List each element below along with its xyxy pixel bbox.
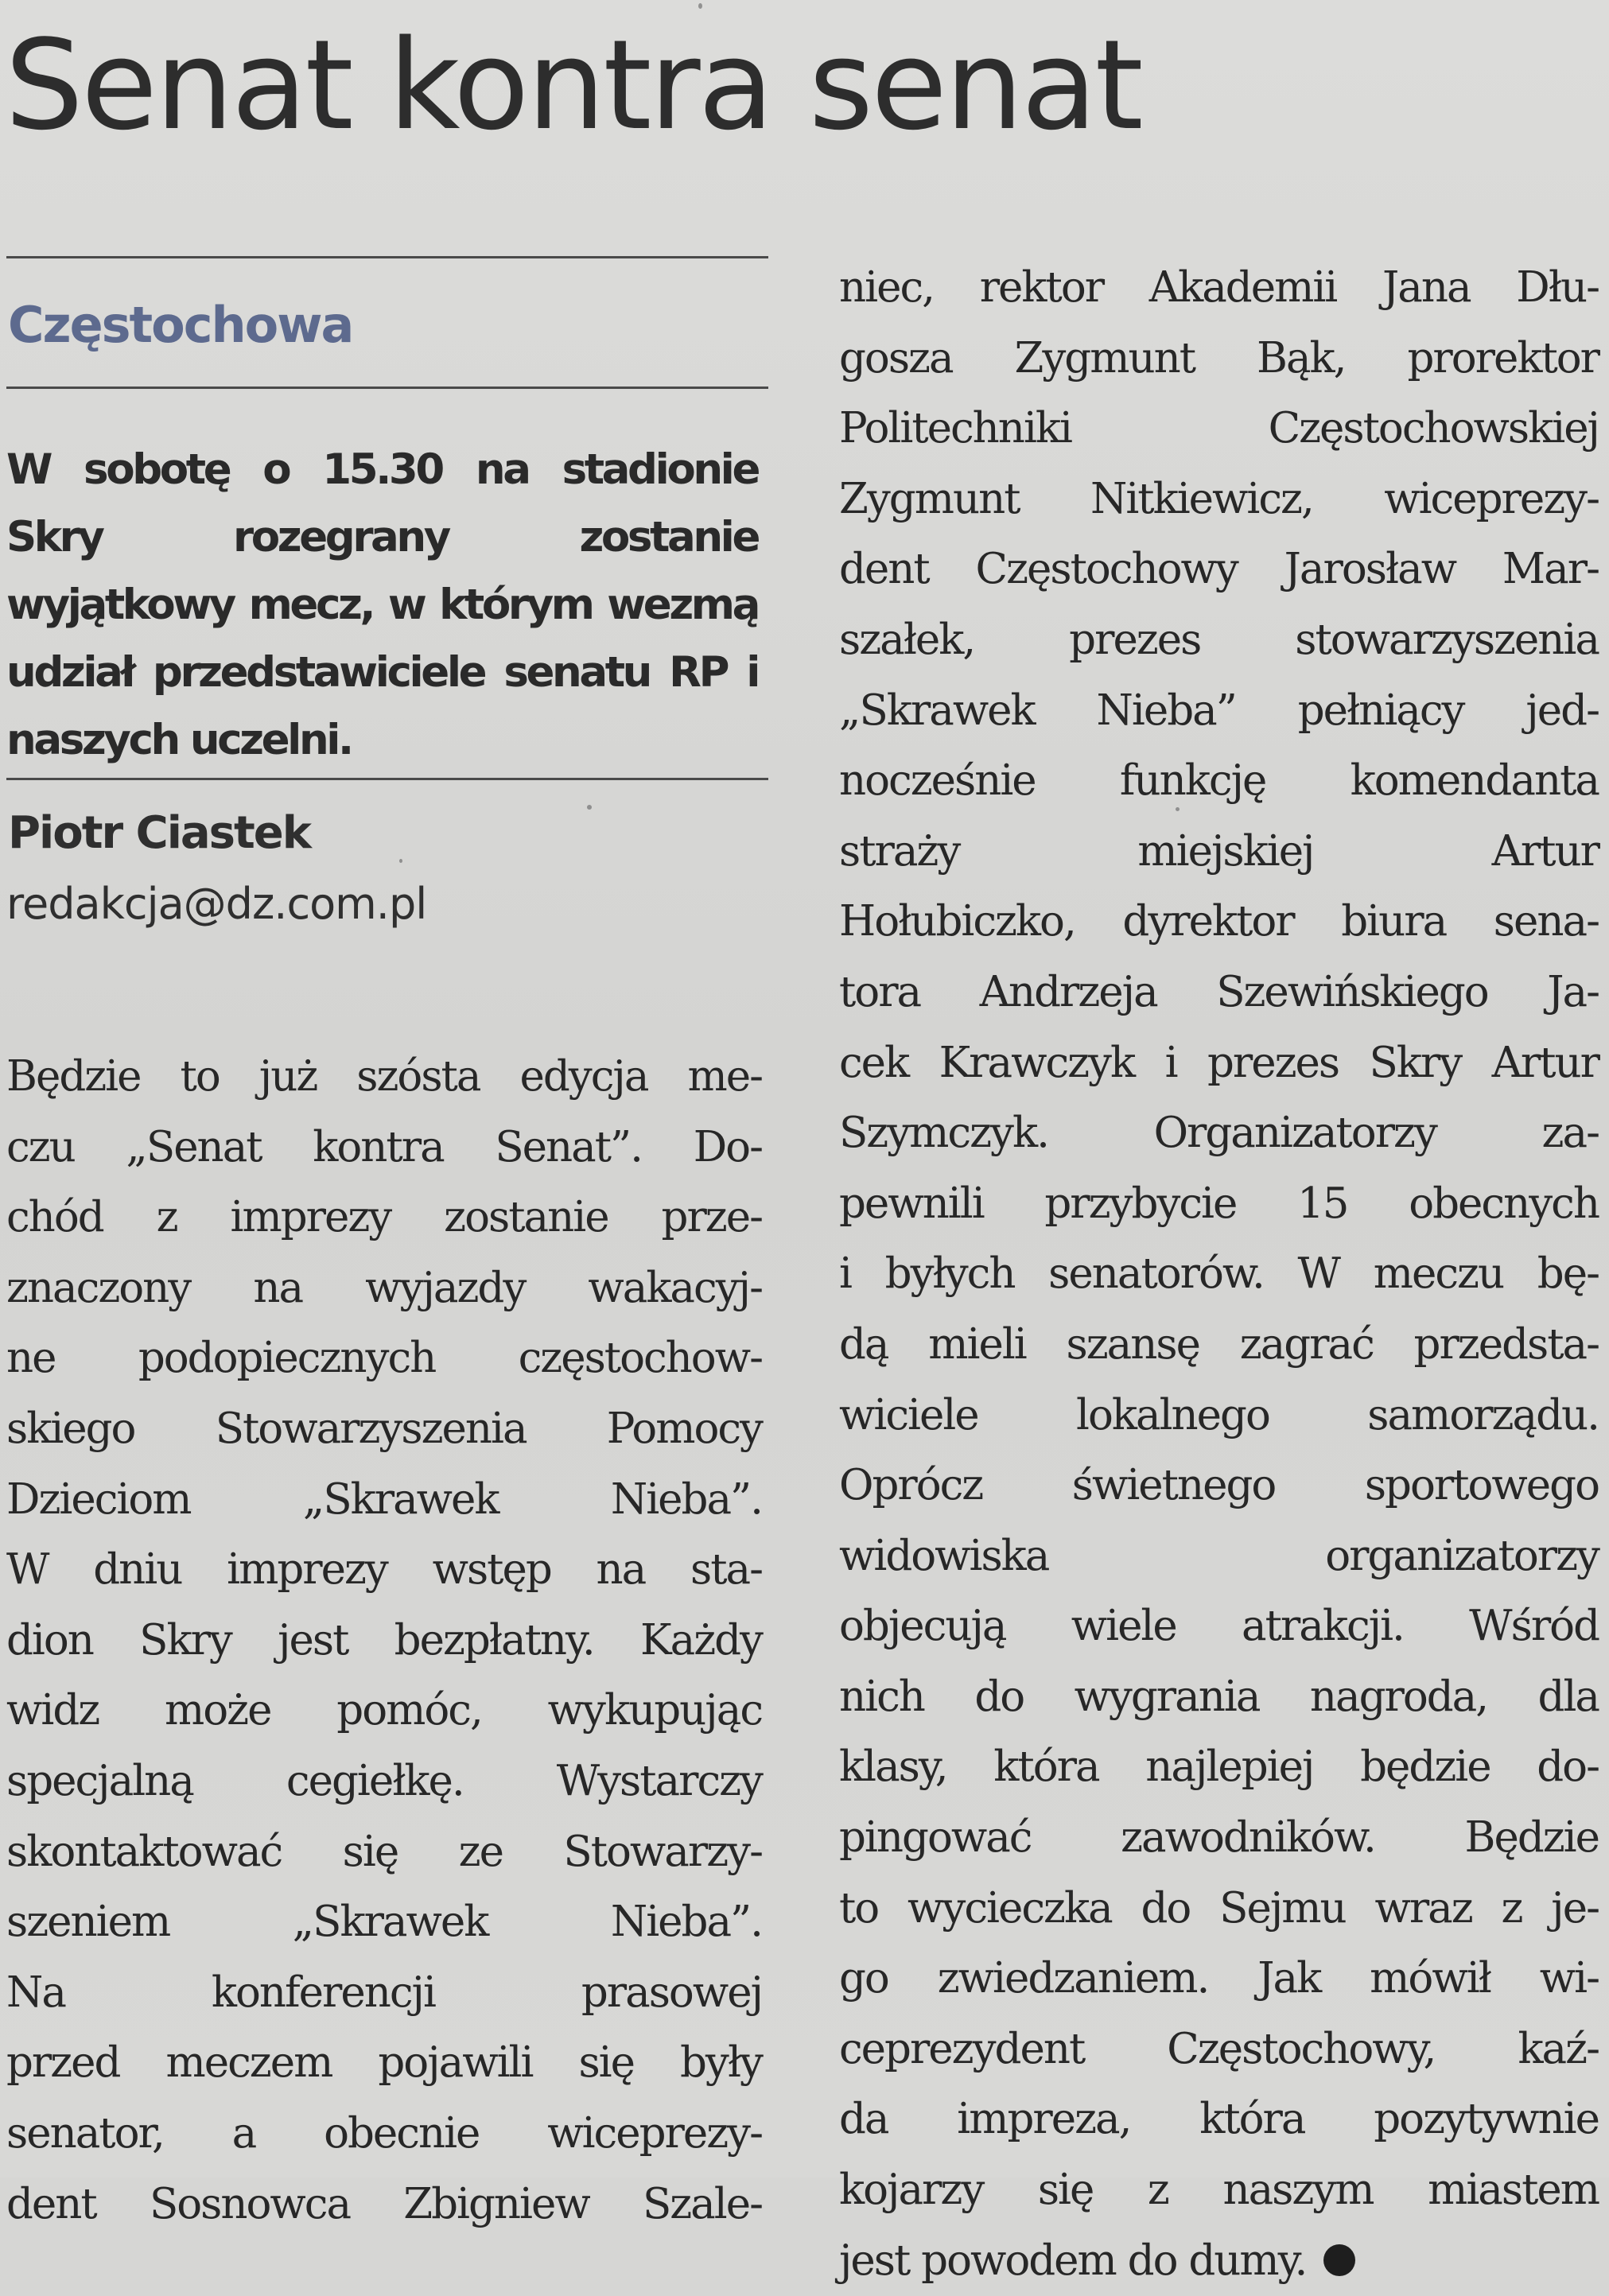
body-line: specjalną cegiełkę. Wystarczy bbox=[6, 1756, 762, 1805]
body-line: kojarzy się z naszym miastem bbox=[839, 2166, 1599, 2215]
body-line: „Skrawek Nieba” pełniący jed- bbox=[839, 686, 1599, 735]
body-line: skontaktować się ze Stowarzy- bbox=[6, 1827, 762, 1876]
body-line: cek Krawczyk i prezes Skry Artur bbox=[839, 1038, 1599, 1087]
section-label: Częstochowa bbox=[8, 296, 353, 354]
body-line: to wycieczka do Sejmu wraz z je- bbox=[839, 1883, 1599, 1933]
body-line: czu „Senat kontra Senat”. Do- bbox=[6, 1122, 762, 1171]
body-line: Na konferencji prasowej bbox=[6, 1968, 762, 2017]
body-line: go zwiedzaniem. Jak mówił wi- bbox=[839, 1954, 1599, 2003]
print-speck bbox=[1176, 807, 1180, 811]
body-line: senator, a obecnie wiceprezy- bbox=[6, 2108, 762, 2158]
body-line: wiciele lokalnego samorządu. bbox=[839, 1390, 1599, 1439]
body-line: ceprezydent Częstochowy, kaź- bbox=[839, 2024, 1599, 2073]
headline: Senat kontra senat bbox=[5, 13, 1141, 157]
end-of-article-bullet-icon bbox=[1323, 2244, 1355, 2276]
body-line: pingować zawodników. Będzie bbox=[839, 1813, 1599, 1863]
body-line: Będzie to już szósta edycja me- bbox=[6, 1052, 762, 1101]
body-line: przed meczem pojawili się były bbox=[6, 2038, 762, 2088]
body-line: szeniem „Skrawek Nieba”. bbox=[6, 1898, 762, 1947]
body-column-left bbox=[6, 1042, 762, 2240]
body-line: W dniu imprezy wstęp na sta- bbox=[6, 1545, 762, 1595]
body-line: dent Sosnowca Zbigniew Szale- bbox=[6, 2179, 762, 2228]
lead-paragraph: W sobotę o 15.30 na stadionie Skry rozegrany zostanie wyjątkowy mecz, w którym wezmą udział przedstawiciele senatu RP i naszych uczelni. bbox=[6, 445, 758, 764]
body-line-last bbox=[839, 2226, 1599, 2296]
body-line: znaczony na wyjazdy wakacyj- bbox=[6, 1263, 762, 1312]
body-line: niec, rektor Akademii Jana Dłu- bbox=[839, 263, 1599, 312]
print-speck bbox=[587, 805, 592, 810]
body-line: skiego Stowarzyszenia Pomocy bbox=[6, 1404, 762, 1453]
body-line: ne podopiecznych częstochow- bbox=[6, 1334, 762, 1383]
body-line-text: jest powodem do dumy. bbox=[839, 2236, 1307, 2285]
body-line: Zygmunt Nitkiewicz, wiceprezy- bbox=[839, 474, 1599, 523]
rule-top bbox=[6, 256, 768, 258]
author-name: Piotr Ciastek bbox=[8, 807, 310, 859]
body-line: Oprócz świetnego sportowego bbox=[839, 1461, 1599, 1510]
author-email: redakcja@dz.com.pl bbox=[6, 879, 427, 929]
body-line: Hołubiczko, dyrektor biura sena- bbox=[839, 897, 1599, 946]
body-line: pewnili przybycie 15 obecnych bbox=[839, 1179, 1599, 1228]
body-line: Politechniki Częstochowskiej bbox=[839, 404, 1599, 453]
body-line: chód z imprezy zostanie prze- bbox=[6, 1193, 762, 1242]
print-speck bbox=[399, 859, 402, 863]
body-line: widz może pomóc, wykupując bbox=[6, 1686, 762, 1735]
body-line: dent Częstochowy Jarosław Mar- bbox=[839, 545, 1599, 594]
body-line: tora Andrzeja Szewińskiego Ja- bbox=[839, 967, 1599, 1016]
body-line: objecują wiele atrakcji. Wśród bbox=[839, 1602, 1599, 1651]
body-line: widowiska organizatorzy bbox=[839, 1531, 1599, 1580]
rule-under-lead bbox=[6, 778, 768, 780]
print-speck bbox=[698, 3, 702, 9]
body-line: nocześnie funkcję komendanta bbox=[839, 756, 1599, 806]
body-line: dion Skry jest bezpłatny. Każdy bbox=[6, 1615, 762, 1665]
body-line: Szymczyk. Organizatorzy za- bbox=[839, 1109, 1599, 1158]
body-line: nich do wygrania nagroda, dla bbox=[839, 1672, 1599, 1721]
body-line: da impreza, która pozytywnie bbox=[839, 2095, 1599, 2144]
body-line: klasy, która najlepiej będzie do- bbox=[839, 1742, 1599, 1792]
body-line: dą mieli szansę zagrać przedsta- bbox=[839, 1319, 1599, 1369]
body-line: szałek, prezes stowarzyszenia bbox=[839, 615, 1599, 664]
body-line: gosza Zygmunt Bąk, prorektor bbox=[839, 333, 1599, 383]
body-line: Dzieciom „Skrawek Nieba”. bbox=[6, 1474, 762, 1524]
rule-under-section bbox=[6, 387, 768, 389]
body-line: straży miejskiej Artur bbox=[839, 826, 1599, 876]
body-column-right bbox=[839, 253, 1599, 2296]
body-line: i byłych senatorów. W meczu bę- bbox=[839, 1249, 1599, 1299]
